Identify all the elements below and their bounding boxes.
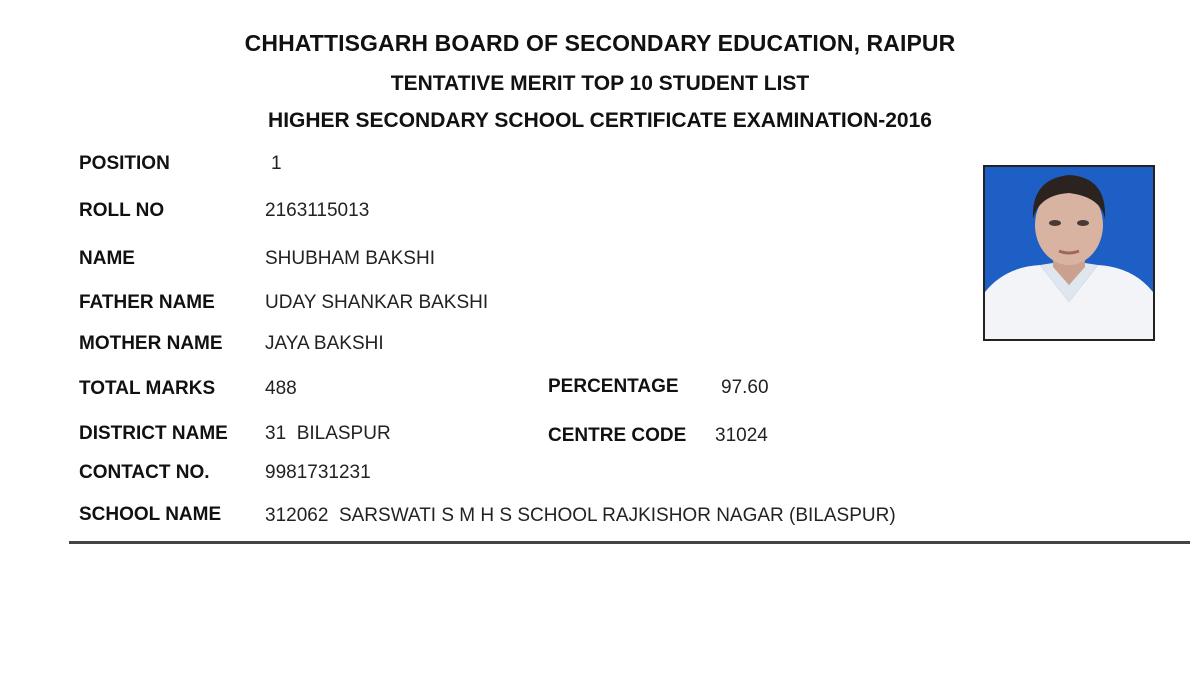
contact-no-value: 9981731231 (265, 462, 371, 483)
centre-code-label: CENTRE CODE (548, 425, 687, 446)
roll-no-value: 2163115013 (265, 200, 370, 221)
bottom-divider (69, 541, 1190, 544)
total-marks-label: TOTAL MARKS (79, 378, 216, 399)
exam-title: HIGHER SECONDARY SCHOOL CERTIFICATE EXAMINATION-2016 (268, 109, 932, 132)
mother-name-label: MOTHER NAME (79, 333, 223, 354)
roll-no-label: ROLL NO (79, 200, 165, 221)
position-label: POSITION (79, 153, 170, 174)
name-value: SHUBHAM BAKSHI (265, 248, 435, 269)
percentage-value: 97.60 (721, 377, 769, 398)
name-label: NAME (79, 248, 135, 269)
student-photo (983, 165, 1155, 341)
school-name-value: 312062 SARSWATI S M H S SCHOOL RAJKISHOR NAGAR (BILASPUR) (265, 505, 896, 526)
position-value: 1 (271, 153, 282, 174)
list-title: TENTATIVE MERIT TOP 10 STUDENT LIST (390, 72, 810, 95)
board-title: CHHATTISGARH BOARD OF SECONDARY EDUCATION, RAIPUR (244, 30, 956, 56)
mother-name-value: JAYA BAKSHI (265, 333, 384, 354)
district-name-value: 31 BILASPUR (265, 423, 391, 444)
school-name-label: SCHOOL NAME (79, 504, 222, 525)
contact-no-label: CONTACT NO. (79, 462, 210, 483)
person-photo-icon (985, 167, 1153, 339)
percentage-label: PERCENTAGE (548, 376, 679, 397)
total-marks-value: 488 (265, 378, 297, 399)
centre-code-value: 31024 (715, 425, 768, 446)
district-name-label: DISTRICT NAME (79, 423, 228, 444)
father-name-value: UDAY SHANKAR BAKSHI (265, 292, 489, 313)
father-name-label: FATHER NAME (79, 292, 215, 313)
